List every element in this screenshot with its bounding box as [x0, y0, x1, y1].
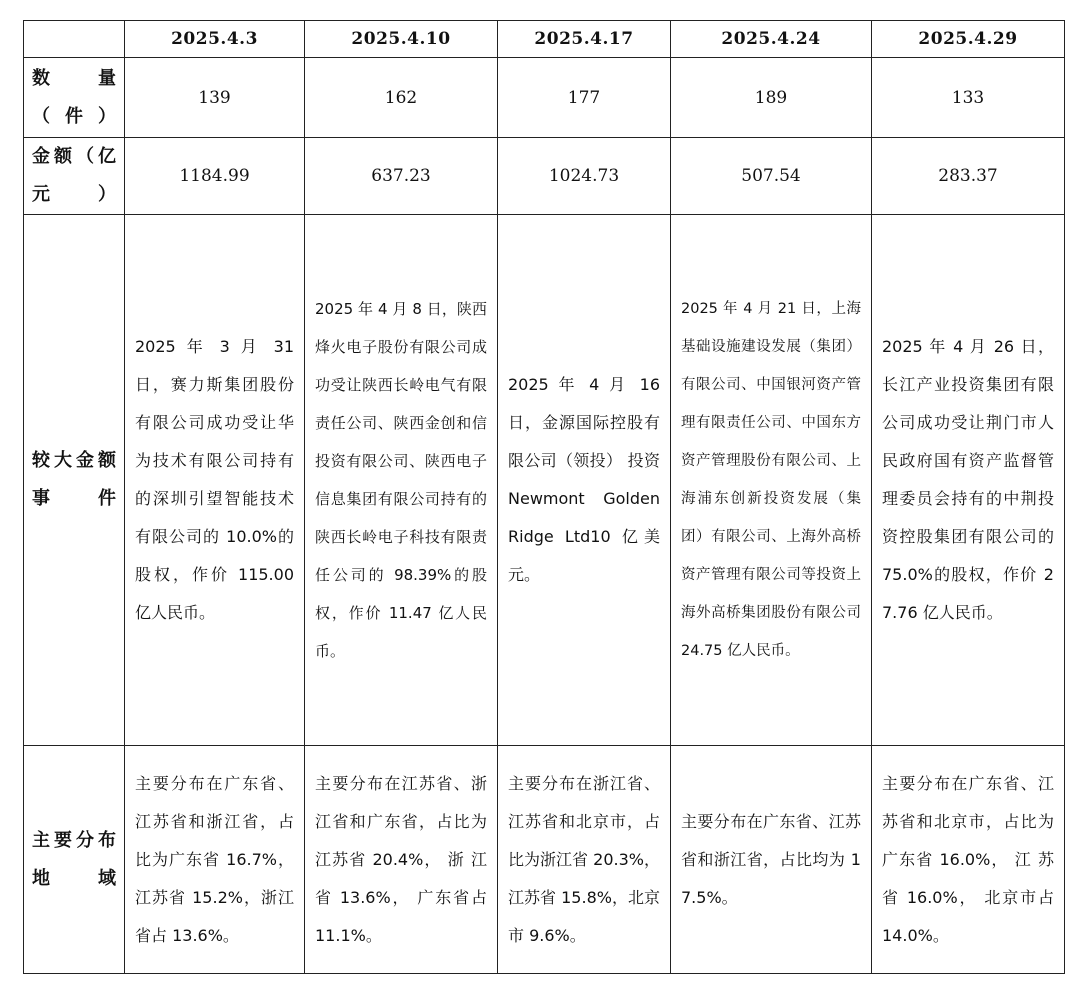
- count-row: [24, 58, 1065, 138]
- table-wrapper: [23, 20, 1065, 974]
- weekly-deals-table: [23, 20, 1065, 974]
- event-cell: 2025 年 3 月 31 日，赛力斯集团股份有限公司成功受让华为技术有限公司持有的深圳引望智能技术有限公司的 10.0%的股权，作价 115.00 亿人民币。: [125, 215, 305, 746]
- region-cell: 主要分布在浙江省、江苏省和北京市，占比为浙江省 20.3%，江苏省 15.8%，北京市 9.6%。: [498, 746, 671, 974]
- event-cell: 2025 年 4 月 8 日，陕西烽火电子股份有限公司成功受让陕西长岭电气有限责任公司、陕西金创和信投资有限公司、陕西电子信息集团有限公司持有的陕西长岭电子科技有限责任公司的 98.39%的股权，作价 11.47 亿人民币。: [305, 215, 498, 746]
- region-cell: 主要分布在广东省、江苏省和浙江省，占比为广东省 16.7%，江苏省 15.2%，浙江省占 13.6%。: [125, 746, 305, 974]
- event-cell: 2025 年 4 月 16 日，金源国际控股有限公司（领投） 投资 Newmont Golden Ridge Ltd10 亿美元。: [498, 215, 671, 746]
- row-label-region: 主要分布地域: [24, 746, 125, 974]
- amount-row: [24, 138, 1065, 215]
- date-header: 2025.4.17: [498, 21, 671, 58]
- amount-cell: 637.23: [305, 138, 498, 215]
- row-label-events: 较大金额事件: [24, 215, 125, 746]
- event-cell: 2025 年 4 月 21 日，上海基础设施建设发展（集团）有限公司、中国银河资产管理有限责任公司、中国东方资产管理股份有限公司、上海浦东创新投资发展（集团）有限公司、上海外高桥资产管理有限公司等投资上海外高桥集团股份有限公司 24.75 亿人民币。: [671, 215, 872, 746]
- row-label-count: 数 量（件）: [24, 58, 125, 138]
- date-header: 2025.4.24: [671, 21, 872, 58]
- count-cell: 162: [305, 58, 498, 138]
- amount-cell: 1024.73: [498, 138, 671, 215]
- date-header: 2025.4.29: [872, 21, 1065, 58]
- amount-cell: 1184.99: [125, 138, 305, 215]
- count-cell: 133: [872, 58, 1065, 138]
- count-cell: 177: [498, 58, 671, 138]
- row-label-amount: 金额（亿元）: [24, 138, 125, 215]
- region-row: [24, 746, 1065, 974]
- header-row: [24, 21, 1065, 58]
- region-cell: 主要分布在广东省、江苏省和北京市，占比为广东省 16.0%， 江 苏 省 16.0%， 北京市占 14.0%。: [872, 746, 1065, 974]
- event-cell: 2025 年 4 月 26 日，长江产业投资集团有限公司成功受让荆门市人民政府国有资产监督管理委员会持有的中荆投资控股集团有限公司的 75.0%的股权，作价 27.76 亿人民币。: [872, 215, 1065, 746]
- amount-cell: 283.37: [872, 138, 1065, 215]
- events-row: [24, 215, 1065, 746]
- date-header: 2025.4.10: [305, 21, 498, 58]
- region-cell: 主要分布在江苏省、浙江省和广东省，占比为江苏省 20.4%， 浙 江 省 13.6%， 广东省占 11.1%。: [305, 746, 498, 974]
- region-cell: 主要分布在广东省、江苏省和浙江省，占比均为 17.5%。: [671, 746, 872, 974]
- count-cell: 139: [125, 58, 305, 138]
- count-cell: 189: [671, 58, 872, 138]
- header-corner-cell: [24, 21, 125, 58]
- date-header: 2025.4.3: [125, 21, 305, 58]
- amount-cell: 507.54: [671, 138, 872, 215]
